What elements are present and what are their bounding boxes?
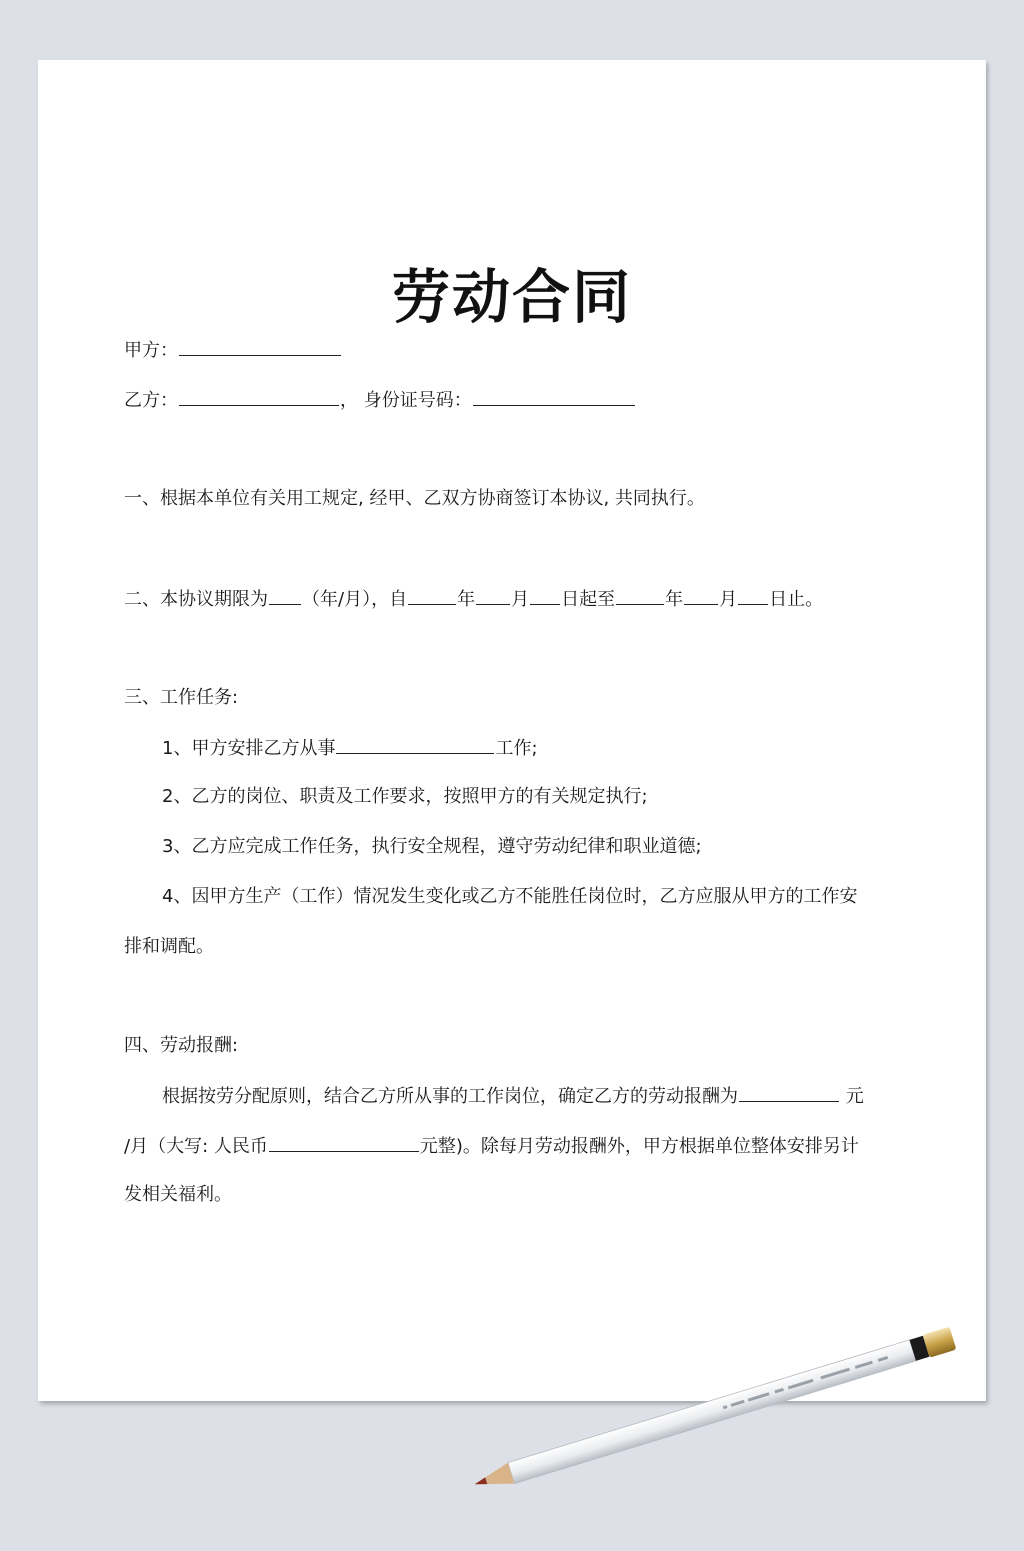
- pencil-icon: [455, 1320, 975, 1510]
- clause-3-item-1: [162, 735, 538, 762]
- end-month-blank[interactable]: [684, 586, 718, 605]
- party-b-line: [124, 387, 636, 414]
- party-b-comma: ，: [340, 390, 358, 411]
- clause-3-item-4-line-1: 4、因甲方生产（工作）情况发生变化或乙方不能胜任岗位时，乙方应服从甲方的工作安: [162, 886, 858, 907]
- clause-4-line-1-prefix: 根据按劳分配原则，结合乙方所从事的工作岗位，确定乙方的劳动报酬为: [162, 1086, 738, 1107]
- clause-4-line-2: [124, 1133, 859, 1160]
- page-title: 劳动合同: [391, 263, 632, 331]
- clause-3-item-1-prefix: 1、甲方安排乙方从事: [162, 738, 336, 759]
- salary-words-blank[interactable]: [269, 1133, 419, 1152]
- id-number-label: 身份证号码：: [363, 390, 472, 411]
- end-year-blank[interactable]: [616, 586, 664, 605]
- salary-amount-blank[interactable]: [739, 1083, 839, 1102]
- contract-page: [38, 60, 986, 1401]
- clause-2-year2: 年: [665, 589, 684, 610]
- job-type-blank[interactable]: [336, 735, 494, 754]
- start-month-blank[interactable]: [476, 586, 510, 605]
- party-b-blank[interactable]: [179, 387, 339, 406]
- clause-4-line-2-suffix: 元整)。除每月劳动报酬外，甲方根据单位整体安排另计: [419, 1136, 859, 1157]
- clause-1: 一、根据本单位有关用工规定, 经甲、乙双方协商签订本协议, 共同执行。: [124, 488, 705, 509]
- clause-4-line-3: 发相关福利。: [124, 1184, 232, 1205]
- id-number-blank[interactable]: [473, 387, 635, 406]
- clause-2-day2: 日止。: [769, 589, 824, 610]
- clause-3-item-4-line-2: 排和调配。: [124, 936, 214, 957]
- clause-2-month1: 月: [511, 589, 530, 610]
- clause-3-item-2: 2、乙方的岗位、职责及工作要求，按照甲方的有关规定执行;: [162, 786, 648, 807]
- start-day-blank[interactable]: [530, 586, 560, 605]
- clause-3-item-3: 3、乙方应完成工作任务，执行安全规程，遵守劳动纪律和职业道德;: [162, 836, 702, 857]
- clause-2: [124, 586, 823, 613]
- end-day-blank[interactable]: [738, 586, 768, 605]
- start-year-blank[interactable]: [408, 586, 456, 605]
- clause-3-item-1-suffix: 工作;: [495, 738, 538, 759]
- party-a-blank[interactable]: [179, 337, 341, 356]
- term-length-blank[interactable]: [269, 586, 301, 605]
- clause-2-month2: 月: [719, 589, 738, 610]
- clause-4-heading: 四、劳动报酬:: [124, 1035, 239, 1056]
- clause-4-line-2-prefix: /月（大写: 人民币: [124, 1136, 268, 1157]
- clause-4-line-1-suffix: 元: [845, 1086, 864, 1107]
- clause-2-year1: 年: [457, 589, 476, 610]
- clause-2-prefix: 二、本协议期限为: [124, 589, 268, 610]
- clause-2-unit: （年/月），自: [302, 589, 408, 610]
- party-b-label: 乙方：: [124, 390, 178, 411]
- party-a-line: [124, 337, 342, 364]
- party-a-label: 甲方：: [124, 340, 178, 361]
- clause-3-heading: 三、工作任务:: [124, 687, 239, 708]
- clause-4-line-1: [162, 1083, 864, 1110]
- clause-2-day1: 日起至: [561, 589, 616, 610]
